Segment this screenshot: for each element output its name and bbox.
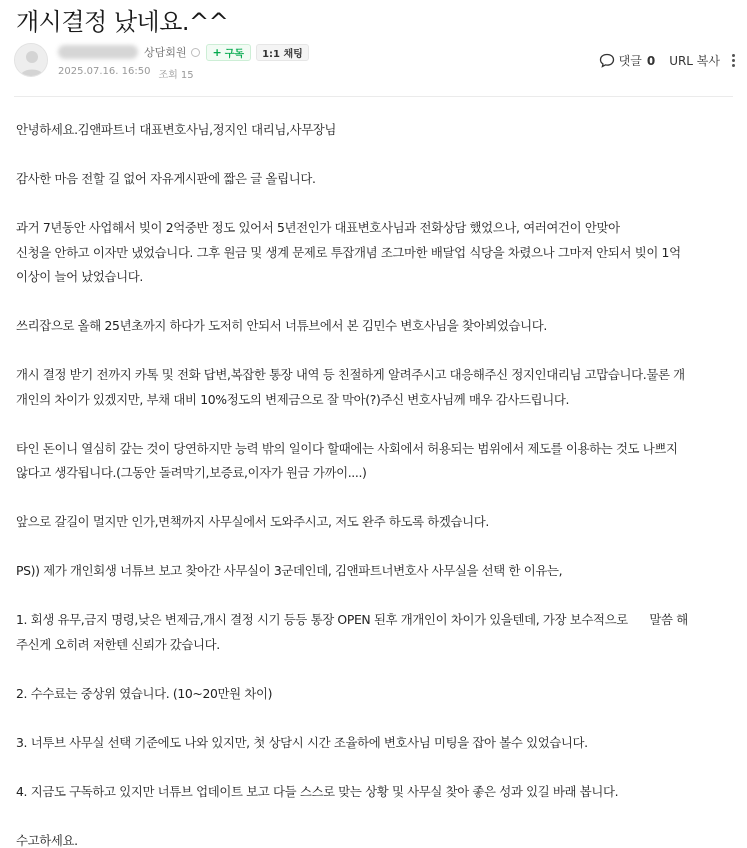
- body-line: PS)) 제가 개인회생 너튜브 보고 찾아간 사무실이 3군데인데, 김앤파트너변호사 사무실을 선택 한 이유는,: [16, 563, 563, 578]
- rank-circle-icon: [191, 48, 200, 57]
- comment-label: 댓글: [618, 54, 642, 68]
- body-line: 신청을 안하고 이자만 냈었습니다. 그후 원금 및 생계 문제로 투잡개념 조그마한 배달업 식당을 차렸으나 그마저 안되서 빚이 1억: [16, 244, 681, 260]
- blank-line: [16, 192, 734, 217]
- body-line: 1. 회생 유무,금지 명령,낮은 변제금,개시 결정 시기 등등 통장 OPEN 된후 개개인이 차이가 있을텐데, 가장 보수적으로 말씀 해: [16, 612, 688, 627]
- blank-line: [16, 804, 734, 829]
- post-actions: [599, 52, 735, 69]
- blank-line: [16, 755, 734, 780]
- post-meta: [58, 66, 194, 81]
- blank-line: [16, 143, 734, 168]
- comment-button[interactable]: [599, 52, 656, 69]
- body-line: 3. 너투브 사무실 선택 기준에도 나와 있지만, 첫 상담시 시간 조율하에 변호사님 미팅을 잡아 볼수 있었습니다.: [16, 734, 588, 750]
- body-line: 2. 수수료는 중상위 였습니다. (10~20만원 차이): [16, 685, 273, 701]
- blank-line: [16, 339, 734, 364]
- body-line: 4. 지금도 구독하고 있지만 너튜브 업데이트 보고 다들 스스로 맞는 상황 및 사무실 찾아 좋은 성과 있길 바래 봅니다.: [16, 783, 619, 799]
- body-line: 타인 돈이니 열심히 갚는 것이 당연하지만 능력 밖의 일이다 할때에는 사회에서 허용되는 범위에서 제도를 이용하는 것도 나쁘지: [16, 440, 678, 456]
- body-line: 개인의 차이가 있겠지만, 부채 대비 10%정도의 변제금으로 잘 막아(?)주신 변호사님께 매우 감사드립니다.: [16, 391, 570, 407]
- body-line: 안녕하세요.김앤파트너 대표변호사님,정지인 대리님,사무장님: [16, 122, 337, 137]
- post-title: 개시결정 났네요.^^: [16, 8, 229, 36]
- url-copy-button[interactable]: URL 복사: [669, 54, 720, 68]
- body-line: 개시 결정 받기 전까지 카톡 및 전화 답변,복잡한 통장 내역 등 친절하게 알려주시고 대응해주신 정지인대리님 고맙습니다.물론 개: [16, 367, 685, 382]
- body-line: 감사한 마음 전할 길 없어 자유게시판에 짧은 글 올립니다.: [16, 171, 316, 186]
- blank-line: [16, 706, 734, 731]
- blank-line: [16, 290, 734, 315]
- post-views: 조회 15: [158, 70, 194, 81]
- post-body: [16, 118, 734, 848]
- subscribe-label: 구독: [224, 48, 245, 60]
- body-line: 않다고 생각됩니다.(그동안 돌려막기,보증료,이자가 원금 가까이....): [16, 465, 367, 480]
- author-name-blurred[interactable]: [58, 45, 138, 59]
- speech-bubble-icon: [599, 53, 615, 68]
- blank-line: [16, 535, 734, 560]
- comment-count: 0: [646, 53, 656, 68]
- body-line: 주신게 오히려 저한텐 신뢰가 갔습니다.: [16, 636, 220, 652]
- blank-line: [16, 412, 734, 437]
- body-line: 수고하세요.: [16, 832, 78, 848]
- body-line: 앞으로 갈길이 멀지만 인가,면책까지 사무실에서 도와주시고, 저도 완주 하도록 하겠습니다.: [16, 514, 489, 529]
- blank-line: [16, 584, 734, 609]
- blank-line: [16, 657, 734, 682]
- plus-icon: +: [212, 45, 222, 59]
- chat-button[interactable]: 1:1 채팅: [256, 44, 309, 61]
- body-line: 과거 7년동안 사업해서 빚이 2억중반 정도 있어서 5년전인가 대표변호사님과 전화상담 했었으나, 여러여건이 안맞아: [16, 220, 620, 235]
- subscribe-button[interactable]: [206, 44, 252, 61]
- author-rank: 상담회원: [144, 46, 187, 59]
- blank-line: [16, 486, 734, 511]
- author-row: [58, 44, 309, 60]
- default-user-avatar-icon: [15, 44, 48, 77]
- vertical-ellipsis-icon[interactable]: [732, 54, 735, 67]
- post-date: 2025.07.16. 16:50: [58, 66, 151, 77]
- body-line: 이상이 늘어 났었습니다.: [16, 269, 143, 284]
- body-line: 쓰리잡으로 올해 25년초까지 하다가 도저히 안되서 너튜브에서 본 김민수 변호사님을 찾아뵈었습니다.: [16, 318, 547, 333]
- author-avatar[interactable]: [14, 43, 48, 77]
- header-divider: [14, 96, 733, 97]
